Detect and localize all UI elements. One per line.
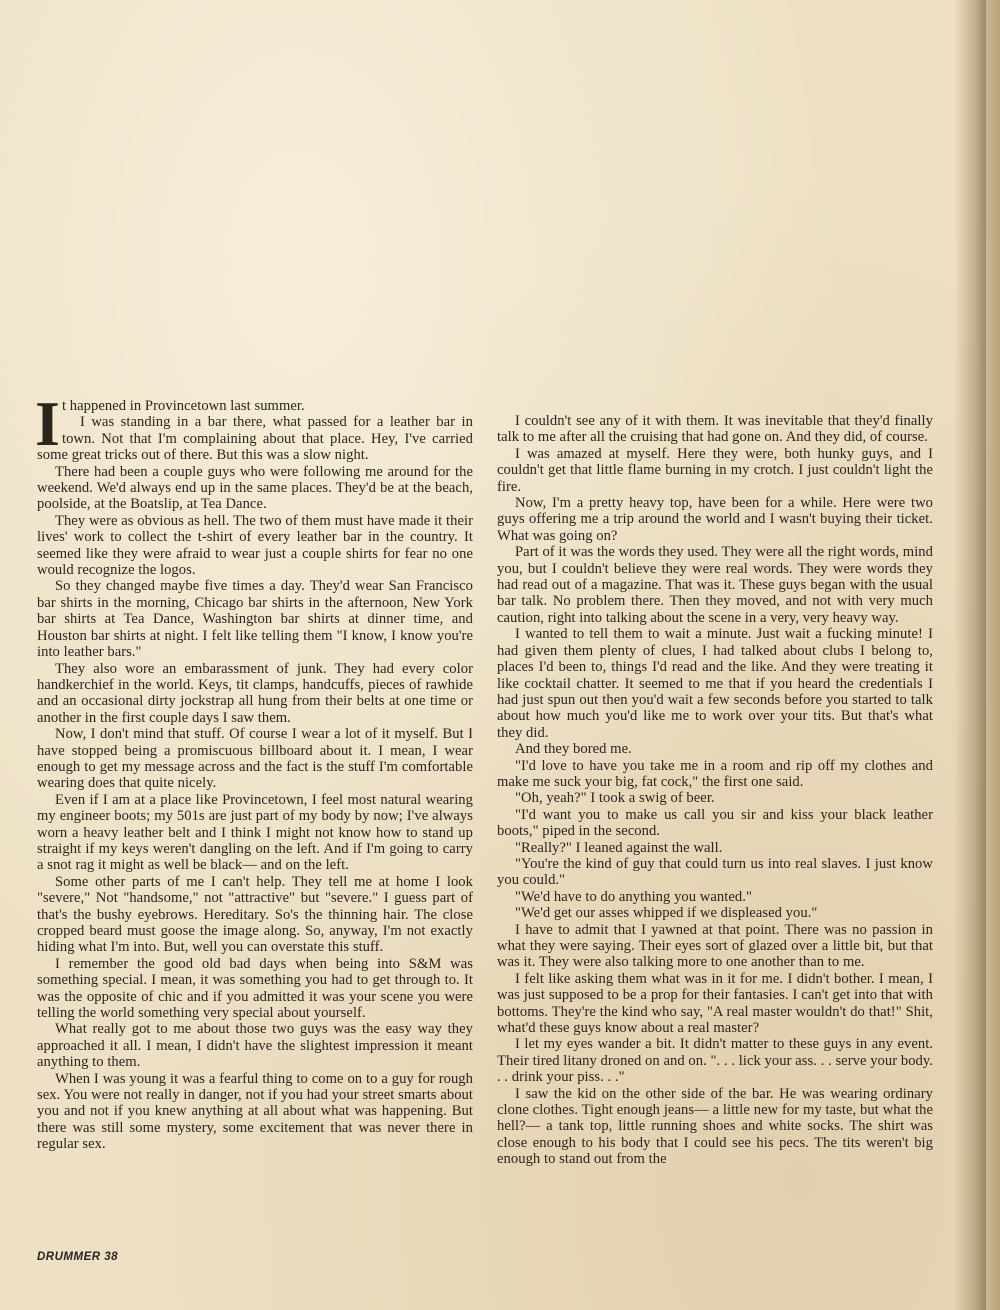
paragraph: I let my eyes wander a bit. It didn't matter to these guys in any event. Their tired litany droned on and on. ". . . lick your ass. . . serve your body. . . drink your piss. . ." — [497, 1036, 933, 1086]
paragraph-text: t happened in Provincetown last summer. — [61, 398, 305, 414]
paragraph: Some other parts of me I can't help. They tell me at home I look "severe," Not "handsome," not "attractive" but "severe." I guess part of that's the bushy eyebrows. Hereditary. So's the thinning hair. The close cropped beard must goose the image along. So, anyway, I'm not exactly hiding what I'm into. But, well you can overstate this stuff. — [37, 873, 473, 956]
paragraph: I couldn't see any of it with them. It was inevitable that they'd finally talk to me after all the cruising that had gone on. And they did, of course. — [497, 413, 933, 446]
page-edge-strip — [986, 0, 1000, 1310]
paragraph: Even if I am at a place like Provincetown, I feel most natural wearing my engineer boots; my 501s are just part of my body by now; I've always worn a heavy leather belt and I think I might not know how to stand up straight if my keys weren't dangling on the left. And if I'm going to carry a snot rag it might as well be black— and on the left. — [37, 791, 473, 874]
paragraph: I was amazed at myself. Here they were, both hunky guys, and I couldn't get that little flame burning in my crotch. I just couldn't light the fire. — [497, 445, 933, 495]
paragraph: They also wore an embarassment of junk. They had every color handkerchief in the world. Keys, tit clamps, handcuffs, pieces of rawhide and an occasional dirty jockstrap all hung from their belts at one time or another in the first couple days I saw them. — [37, 660, 473, 726]
paragraph: "You're the kind of guy that could turn us into real slaves. I just know you could." — [497, 855, 933, 889]
paragraph: When I was young it was a fearful thing to come on to a guy for rough sex. You were not really in danger, not if you had your street smarts about you and not if you knew anything at all about what was happening. But there was still some mystery, some excitement that was never there in regular sex. — [37, 1070, 473, 1153]
paragraph: Now, I don't mind that stuff. Of course I wear a lot of it myself. But I have stopped being a promiscuous billboard about it. I mean, I wear enough to get my message across and the fact is the stuff I'm comfortable wearing does that quite nicely. — [37, 726, 473, 792]
paragraph: I have to admit that I yawned at that point. There was no passion in what they were saying. Their eyes sort of glazed over a little bit, but that was it. They were also talking more to one another than to me. — [497, 921, 933, 971]
paragraph: "We'd get our asses whipped if we displeased you." — [515, 905, 818, 922]
paragraph: What really got to me about those two guys was the easy way they approached it all. I mean, I didn't have the slightest impression it meant anything to them. — [37, 1021, 473, 1071]
paragraph: "Oh, yeah?" I took a swig of beer. — [515, 790, 715, 807]
paragraph: I was standing in a bar there, what passed for a leather bar in town. Not that I'm complaining about that place. Hey, I've carried some great tricks out of there. But this was a slow night. — [37, 414, 473, 464]
article-column-left — [35, 388, 473, 1153]
paragraph: Part of it was the words they used. They were all the right words, mind you, but I couldn't believe they were real words. They were words they had read out of a magazine. That was it. These guys began with the usual bar talk. No problem there. Then they moved, and not with very much caution, right into talking about the scene in a very, very heavy way. — [497, 544, 933, 626]
paragraph: There had been a couple guys who were following me around for the weekend. We'd always end up in the same places. They'd be at the beach, poolside, at the Boatslip, at Tea Dance. — [37, 463, 473, 513]
drop-cap: I — [35, 388, 60, 459]
paragraph: I saw the kid on the other side of the bar. He was wearing ordinary clone clothes. Tight enough jeans— a little new for my taste, but what the hell?— a tank top, little running shoes and white socks. The shirt was close enough to his body that I could see his pecs. The tits weren't big enough to stand out from the — [497, 1085, 933, 1168]
article-column-right — [497, 413, 933, 1168]
paragraph: "I'd love to have you take me in a room and rip off my clothes and make me suck your big, fat cock," the first one said. — [497, 757, 933, 790]
paragraph: "I'd want you to make us call you sir and kiss your black leather boots," piped in the second. — [497, 806, 933, 840]
paragraph: "Really?" I leaned against the wall. — [515, 839, 723, 856]
paragraph: I wanted to tell them to wait a minute. Just wait a fucking minute! I had given them plenty of clues, I had talked about clubs I belong to, places I'd been to, things I'd read and the like. And they were treating it like cocktail chatter. It seemed to me that if you heard the credentials I had just spun out then you'd wait a few seconds before you started to talk about how much you'd like me to work over your tits. But that's what they did. — [497, 626, 933, 741]
paragraph: "We'd have to do anything you wanted." — [515, 888, 752, 905]
paragraph: I felt like asking them what was in it for me. I didn't bother. I mean, I was just supposed to be a prop for their fantasies. I can't get into that with bottoms. They're the kind who say, "A real master wouldn't do that!" Shit, what'd these guys know about a real master? — [497, 970, 933, 1037]
paragraph: Now, I'm a pretty heavy top, have been for a while. Here were two guys offering me a trip around the world and I wasn't buying their ticket. What was going on? — [497, 495, 933, 544]
paragraph: I remember the good old bad days when being into S&M was something special. I mean, it was something you had to get through to. It was the opposite of chic and if you admitted it was your scene you were telling the world something very special about yourself. — [37, 955, 473, 1022]
page-folio: DRUMMER 38 — [37, 1251, 119, 1263]
paragraph: They were as obvious as hell. The two of them must have made it their lives' work to collect the t-shirt of every leather bar in the country. It seemed like they were afraid to wear just a couple shirts for fear no one would recognize the logos. — [37, 512, 473, 579]
paragraph: So they changed maybe five times a day. They'd wear San Francisco bar shirts in the morning, Chicago bar shirts in the afternoon, New York bar shirts at Tea Dance, Washington bar shirts at dinner time, and Houston bar shirts at night. I felt like telling them "I know, I know you're into leather bars." — [37, 578, 473, 661]
paragraph: And they bored me. — [515, 741, 632, 758]
